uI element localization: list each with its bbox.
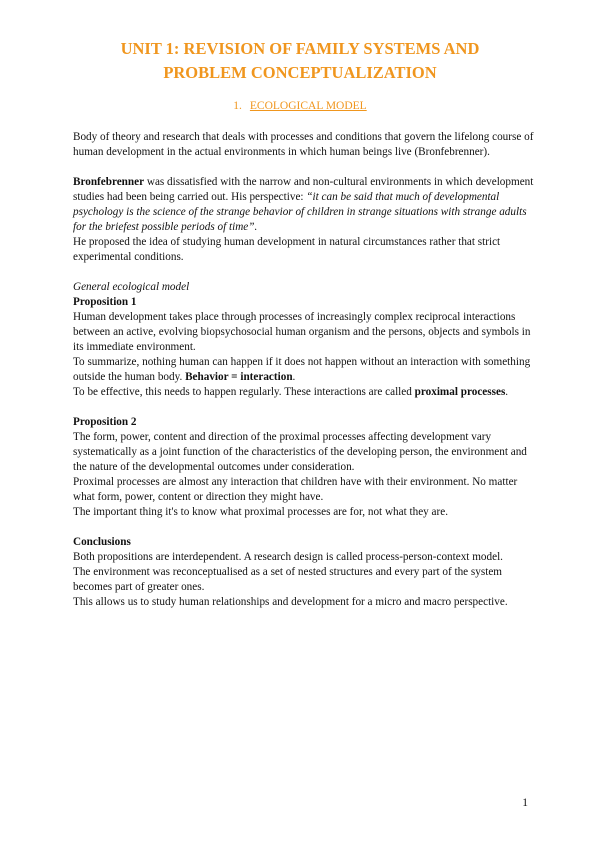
conclusions-text-3: This allows us to study human relationships and development for a micro and macro perspective. <box>73 596 508 608</box>
intro-paragraph: Body of theory and research that deals with processes and conditions that govern the lifelong course of human development in the actual environments in which human beings live (Bronfebrenner). <box>73 131 534 158</box>
bronfebrenner-name: Bronfebrenner <box>73 176 145 188</box>
section-heading <box>0 99 600 114</box>
bronfebrenner-follow-up: He proposed the idea of studying human development in natural circumstances rather that strict experimental conditions. <box>73 236 501 263</box>
bronfebrenner-paragraph <box>73 175 535 235</box>
conclusions-title: Conclusions <box>73 536 131 548</box>
section-number: 1. <box>233 100 242 112</box>
proposition-2-text-1: The form, power, content and direction of the proximal processes affecting development vary systematically as a joint function of the characteristics of the developing person, the environment and the nature of the developmental outcomes under consideration. <box>73 431 527 473</box>
bronfebrenner-text: was dissatisfied with the narrow and non-cultural environments in which development studies had been being carried out. His perspective: <box>73 176 534 203</box>
document-title <box>60 37 540 85</box>
page-number: 1 <box>522 797 528 809</box>
body-text <box>73 130 535 610</box>
proposition-1-title: Proposition 1 <box>73 296 137 308</box>
proposition-2-text-3: The important thing it's to know what proximal processes are for, not what they are. <box>73 506 449 518</box>
title-line-2: PROBLEM CONCEPTUALIZATION <box>163 63 437 82</box>
conclusions-text-1: Both propositions are interdependent. A research design is called process-person-context model. <box>73 551 503 563</box>
behavior-interaction: Behavior = interaction <box>185 371 293 383</box>
proposition-2-title: Proposition 2 <box>73 416 137 428</box>
title-line-1: UNIT 1: REVISION OF FAMILY SYSTEMS AND <box>120 39 480 58</box>
proposition-2-text-2: Proximal processes are almost any interaction that children have with their environment. No matter what form, power, content or direction they might have. <box>73 476 518 503</box>
proximal-processes-term: proximal processes <box>414 386 506 398</box>
section-label: ECOLOGICAL MODEL <box>249 100 367 112</box>
proposition-1-text-3: To be effective, this needs to happen regularly. These interactions are called proximal processes. <box>73 386 509 398</box>
general-model-heading: General ecological model <box>73 281 190 293</box>
bronfebrenner-quote: “it can be said that much of developmental psychology is the science of the strange behavior of children in strange situations with strange adults for the briefest possible periods of time”. <box>73 191 527 233</box>
proposition-1-text-1: Human development takes place through processes of increasingly complex reciprocal interactions between an active, evolving biopsychosocial human organism and the persons, objects and symbols in its immediate environment. <box>73 311 531 353</box>
proposition-1-text-2: To summarize, nothing human can happen if it does not happen without an interaction with something outside the human body. Behavior = interaction. <box>73 356 531 383</box>
conclusions-text-2: The environment was reconceptualised as a set of nested structures and every part of the system becomes part of greater ones. <box>73 566 503 593</box>
